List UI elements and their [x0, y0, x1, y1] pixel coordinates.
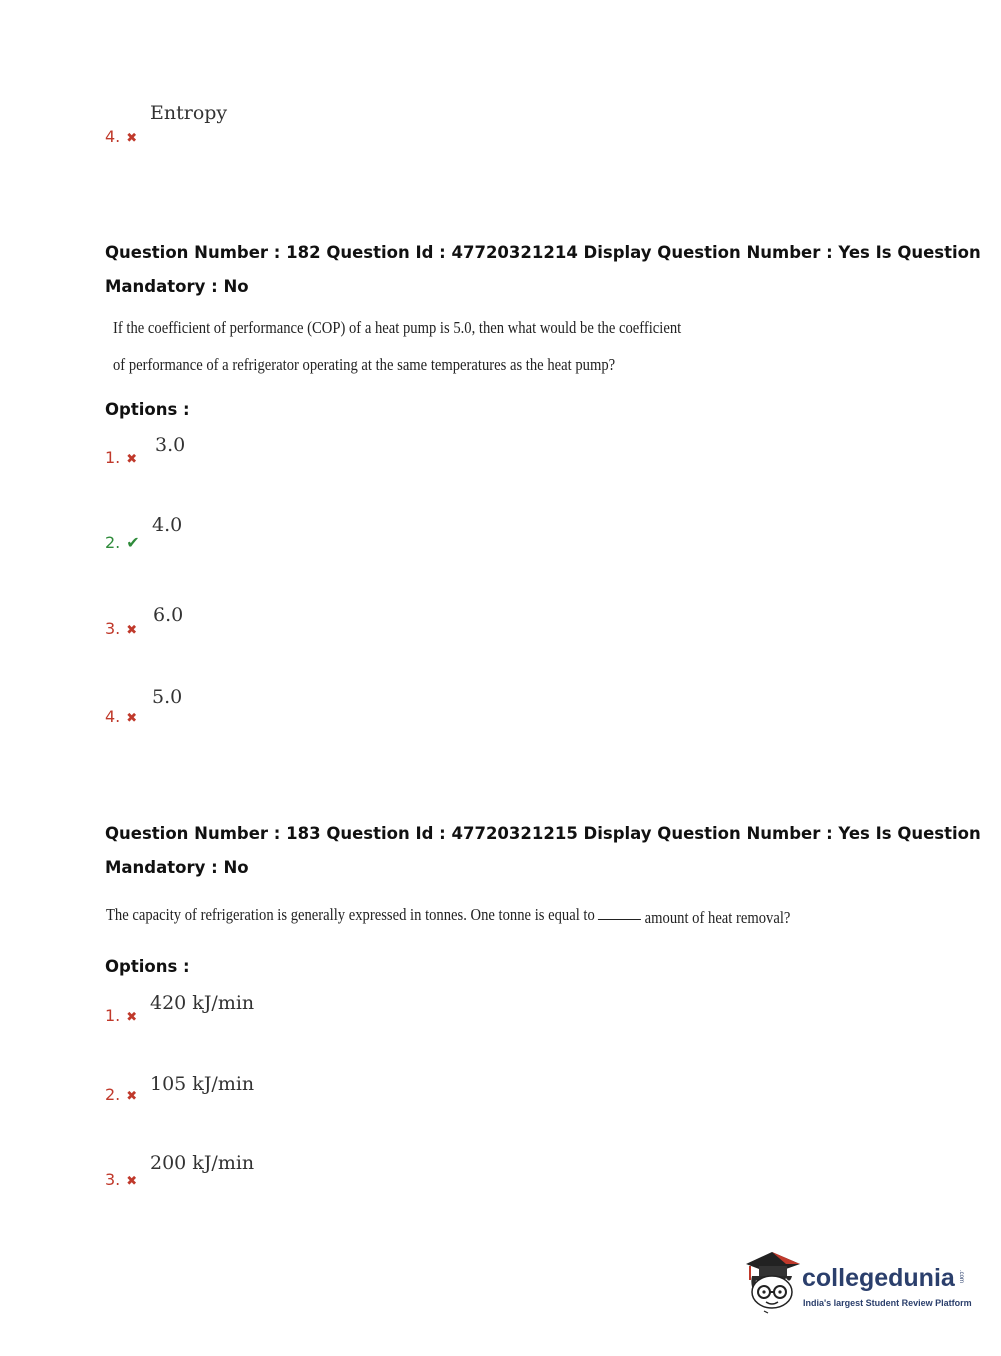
cross-icon: ✖ — [126, 1089, 138, 1104]
option-number: 1. — [105, 448, 121, 467]
question-text-part2: amount of heat removal? — [644, 908, 791, 927]
prev-option-4 — [105, 127, 137, 146]
q182-option-3 — [105, 619, 137, 638]
q183-option-2 — [105, 1085, 137, 1104]
logo-name: collegedunia — [802, 1264, 955, 1292]
cross-icon: ✖ — [126, 131, 138, 146]
q182-option-1-text: 3.0 — [155, 434, 186, 456]
collegedunia-logo — [742, 1250, 972, 1320]
question-182-header — [105, 236, 981, 304]
q183-option-1 — [105, 1006, 137, 1025]
question-text-part1: The capacity of refrigeration is generally expressed in tonnes. One tonne is equal to — [106, 905, 595, 924]
q183-option-1-text: 420 kJ/min — [150, 992, 255, 1014]
option-number: 3. — [105, 619, 121, 638]
q182-option-3-text: 6.0 — [153, 604, 184, 626]
question-header-line1: Question Number : 182 Question Id : 47720321214 Display Question Number : Yes Is Question — [105, 243, 981, 262]
option-number: 3. — [105, 1170, 121, 1189]
question-183-header — [105, 817, 981, 885]
options-label: Options : — [105, 957, 190, 976]
option-number: 4. — [105, 127, 121, 146]
question-182-text-line1: If the coefficient of performance (COP) of a heat pump is 5.0, then what would be the coefficient — [113, 318, 682, 337]
logo-suffix: .com — [958, 1270, 964, 1284]
prev-option-4-text: Entropy — [150, 102, 228, 124]
logo-tagline: India's largest Student Review Platform — [803, 1298, 972, 1308]
option-number: 2. — [105, 533, 121, 552]
option-number: 1. — [105, 1006, 121, 1025]
question-182-text-line2: of performance of a refrigerator operating at the same temperatures as the heat pump? — [113, 355, 616, 374]
check-icon: ✔ — [126, 533, 140, 552]
option-number: 2. — [105, 1085, 121, 1104]
mascot-icon — [742, 1250, 804, 1314]
q183-option-3 — [105, 1170, 137, 1189]
options-label: Options : — [105, 400, 190, 419]
q182-option-4-text: 5.0 — [152, 686, 183, 708]
question-183-text — [106, 905, 790, 925]
q183-option-3-text: 200 kJ/min — [150, 1152, 255, 1174]
q182-option-2-text: 4.0 — [152, 514, 183, 536]
q183-option-2-text: 105 kJ/min — [150, 1073, 255, 1095]
q182-option-1 — [105, 448, 137, 467]
cross-icon: ✖ — [126, 452, 138, 467]
question-header-line2: Mandatory : No — [105, 277, 249, 296]
option-number: 4. — [105, 707, 121, 726]
cross-icon: ✖ — [126, 711, 138, 726]
cross-icon: ✖ — [126, 623, 138, 638]
question-header-line1: Question Number : 183 Question Id : 47720321215 Display Question Number : Yes Is Question — [105, 824, 981, 843]
answer-blank — [598, 907, 641, 920]
question-header-line2: Mandatory : No — [105, 858, 249, 877]
q182-option-2 — [105, 533, 140, 552]
q182-option-4 — [105, 707, 137, 726]
cross-icon: ✖ — [126, 1010, 138, 1025]
cross-icon: ✖ — [126, 1174, 138, 1189]
